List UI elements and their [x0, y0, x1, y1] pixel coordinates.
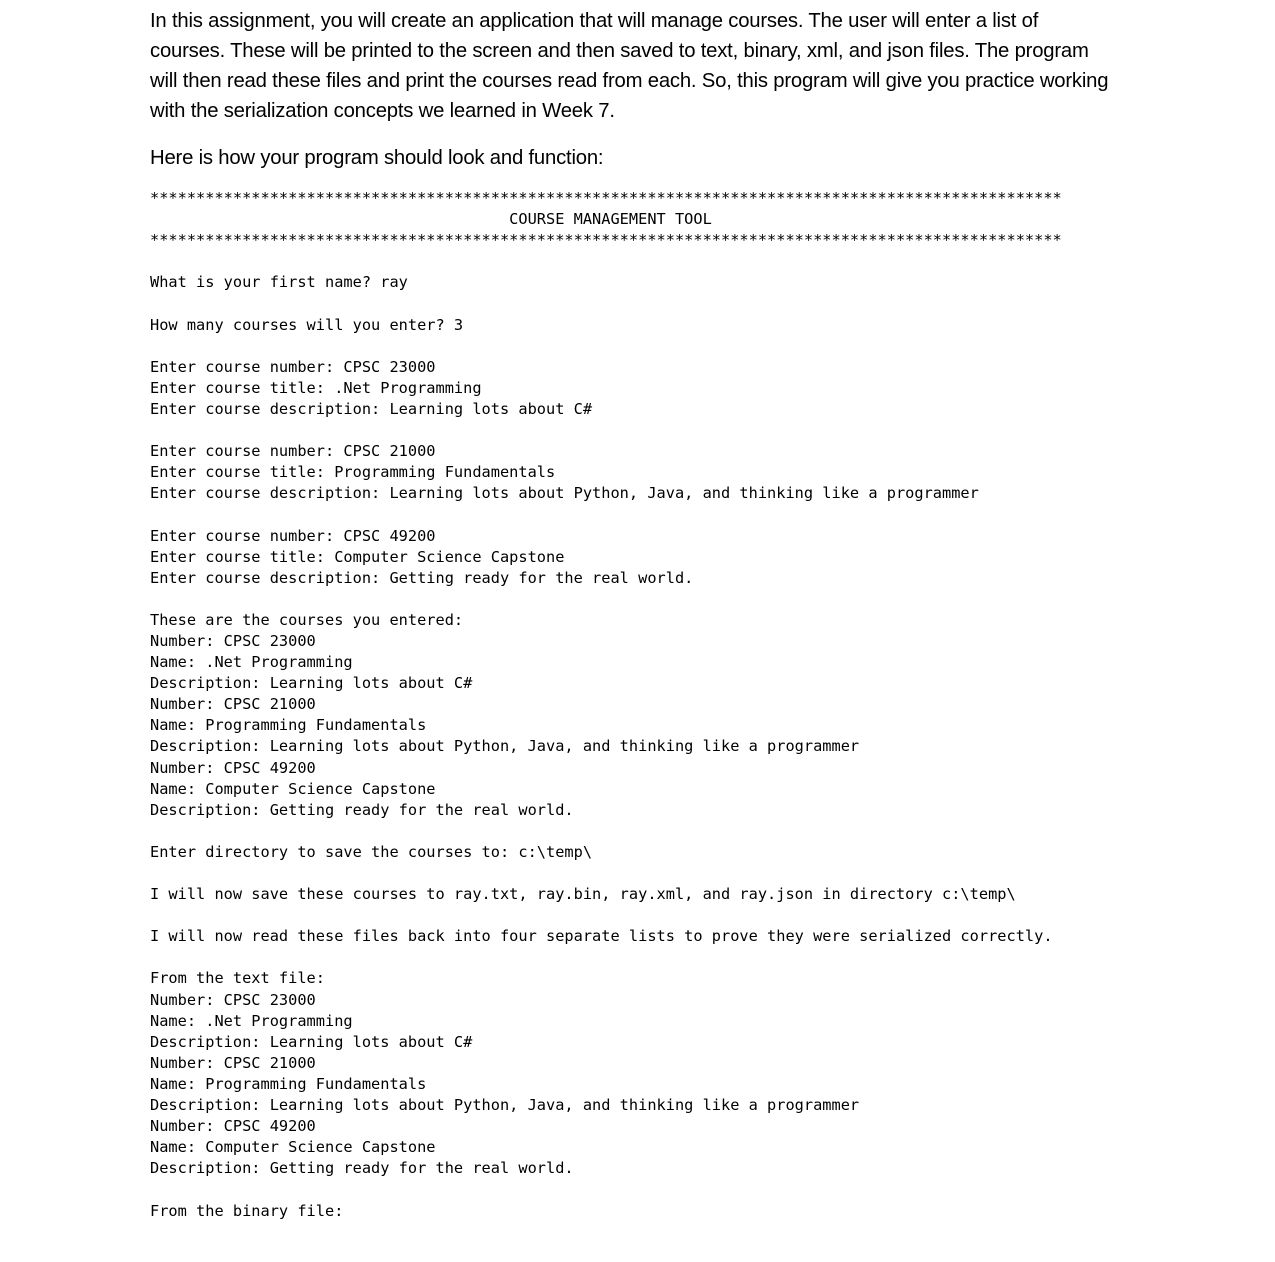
- console-line: ***************************************************************************************************: [150, 231, 1062, 250]
- console-output-sample: [150, 188, 1062, 1222]
- console-line: Name: Computer Science Capstone: [150, 779, 436, 798]
- console-line: [150, 336, 1062, 357]
- console-line: Number: CPSC 23000: [150, 990, 316, 1009]
- console-line: Enter directory to save the courses to: c:\temp\: [150, 842, 593, 861]
- console-line: Name: Programming Fundamentals: [150, 716, 427, 735]
- console-line: Enter course number: CPSC 23000: [150, 357, 436, 376]
- console-line: Number: CPSC 21000: [150, 1053, 316, 1072]
- intro-paragraph: In this assignment, you will create an application that will manage courses. The user will enter a list of courses. These will be printed to the screen and then saved to text, binary, xml, and json files. The program will then read these files and print the courses read from each. So, this program will give you practice working with the serialization concepts we learned in Week 7.: [150, 10, 1109, 122]
- console-line: [150, 589, 1062, 610]
- console-line: ***************************************************************************************************: [150, 189, 1062, 207]
- console-line: Description: Learning lots about C#: [150, 674, 473, 693]
- console-line: Description: Getting ready for the real world.: [150, 800, 574, 819]
- console-line: COURSE MANAGEMENT TOOL: [150, 210, 712, 229]
- console-line: I will now read these files back into four separate lists to prove they were serialized correctly.: [150, 927, 1053, 946]
- console-line: [150, 863, 1062, 884]
- console-line: Description: Learning lots about Python, Java, and thinking like a programmer: [150, 1096, 860, 1115]
- console-line: Name: .Net Programming: [150, 1011, 353, 1030]
- console-line: [150, 905, 1062, 926]
- intro-lead-in: Here is how your program should look and function:: [150, 147, 604, 169]
- console-line: Description: Getting ready for the real world.: [150, 1159, 574, 1178]
- console-line: Enter course description: Learning lots about C#: [150, 399, 593, 418]
- console-line: Number: CPSC 23000: [150, 631, 316, 650]
- console-line: Enter course description: Getting ready for the real world.: [150, 568, 694, 587]
- console-line: Number: CPSC 49200: [150, 1117, 316, 1136]
- console-line: Name: .Net Programming: [150, 653, 353, 672]
- console-line: These are the courses you entered:: [150, 610, 464, 629]
- console-line: [150, 821, 1062, 842]
- console-line: [150, 251, 1062, 272]
- console-line: Enter course description: Learning lots about Python, Java, and thinking like a programmer: [150, 484, 979, 503]
- console-line: What is your first name? ray: [150, 273, 408, 292]
- console-line: How many courses will you enter? 3: [150, 315, 464, 334]
- console-line: [150, 1179, 1062, 1200]
- console-line: Enter course title: .Net Programming: [150, 378, 482, 397]
- console-line: Number: CPSC 21000: [150, 695, 316, 714]
- console-line: Number: CPSC 49200: [150, 758, 316, 777]
- console-line: Enter course number: CPSC 21000: [150, 442, 436, 461]
- console-line: [150, 293, 1062, 314]
- console-line: I will now save these courses to ray.txt, ray.bin, ray.xml, and ray.json in directory c:\temp\: [150, 885, 1016, 904]
- console-line: From the text file:: [150, 969, 325, 988]
- console-line: [150, 504, 1062, 525]
- console-line: Name: Programming Fundamentals: [150, 1074, 427, 1093]
- console-line: Description: Learning lots about Python, Java, and thinking like a programmer: [150, 737, 860, 756]
- console-line: Enter course title: Computer Science Capstone: [150, 547, 565, 566]
- console-line: Enter course number: CPSC 49200: [150, 526, 436, 545]
- console-line: Description: Learning lots about C#: [150, 1032, 473, 1051]
- assignment-intro: [150, 6, 1110, 190]
- console-line: Name: Computer Science Capstone: [150, 1138, 436, 1157]
- console-line: [150, 420, 1062, 441]
- console-line: [150, 947, 1062, 968]
- console-line: From the binary file:: [150, 1201, 344, 1220]
- console-line: Enter course title: Programming Fundamentals: [150, 463, 556, 482]
